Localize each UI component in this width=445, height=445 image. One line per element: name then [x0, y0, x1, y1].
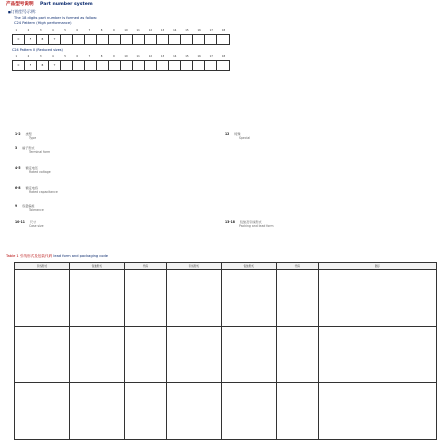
digit-box [61, 61, 73, 70]
col-header: 代码 [124, 263, 166, 270]
table-cell [221, 270, 276, 327]
pin-number: 8 [100, 55, 103, 58]
digit-box [145, 35, 157, 44]
pin-number: 10 [124, 55, 128, 58]
pin-number: 3 [39, 55, 42, 58]
digit-box [121, 61, 133, 70]
field-desc: 13-18 包装及引线形式 Packing and lead form [225, 220, 274, 228]
title-chinese: 产品型号说明 [6, 2, 34, 7]
pin-number: 14 [173, 29, 177, 32]
pin-number: 11 [136, 55, 140, 58]
digit-box [73, 61, 85, 70]
col-header: 包装形式 [69, 263, 124, 270]
table-cell [124, 326, 166, 383]
digit-box: T [49, 35, 61, 44]
digit-box [181, 61, 193, 70]
field-desc: 10-11 尺寸 Case size [15, 220, 44, 228]
digit-box: T [49, 61, 61, 70]
pin-number: 10 [124, 29, 128, 32]
pin-number: 17 [209, 29, 213, 32]
pin-number: 12 [148, 55, 153, 58]
digit-box: B [37, 61, 49, 70]
pin-number: 9 [112, 55, 115, 58]
pin-number: 13 [160, 29, 165, 32]
digit-box [157, 35, 169, 44]
digit-box [193, 35, 205, 44]
table-cell [318, 270, 436, 327]
table-cell [318, 326, 436, 383]
digit-box [157, 61, 169, 70]
table-row [15, 383, 437, 440]
pin-number: 14 [173, 55, 177, 58]
pin-number: 3 [39, 29, 42, 32]
digit-box [97, 61, 109, 70]
digit-box [217, 35, 229, 44]
digit-box [61, 35, 73, 44]
digit-box [193, 61, 205, 70]
table-cell [124, 383, 166, 440]
table-cell [166, 270, 221, 327]
digit-box [217, 61, 229, 70]
pin-number: 8 [100, 29, 103, 32]
digit-box [169, 35, 181, 44]
example-2-caption: C24 Pattern II (Reduced sizes) [12, 48, 63, 52]
digit-box [133, 35, 145, 44]
lead-form-table [14, 262, 437, 440]
title-english: Part number system [40, 2, 93, 7]
table-header-row [15, 263, 437, 270]
pin-number: 6 [76, 55, 79, 58]
col-header: 引线形式 [166, 263, 221, 270]
digit-box [85, 35, 97, 44]
digit-box: F [25, 35, 37, 44]
digit-box [169, 61, 181, 70]
order-example-label: ■ 订购型号示例： [8, 9, 39, 15]
table-title-english: lead form and packaging code [53, 254, 108, 258]
col-header: 包装形式 [221, 263, 276, 270]
table-cell [69, 270, 124, 327]
table-title-chinese: Table 1 引线形式及包装代码 [6, 254, 53, 258]
table-cell [166, 326, 221, 383]
field-desc: 6-8 额定电容 Rated capacitance [15, 186, 58, 194]
table-title [6, 254, 108, 259]
table-row [15, 270, 437, 327]
pin-number: 12 [148, 29, 153, 32]
table-cell [276, 326, 318, 383]
pin-number: 5 [64, 55, 66, 58]
table-cell [15, 383, 70, 440]
part-number-boxes-1 [12, 34, 230, 45]
field-desc: 1-2 类型 Type [15, 132, 37, 140]
intro-text [14, 16, 97, 26]
page-title [6, 1, 93, 7]
pin-number-row-1 [12, 29, 228, 32]
field-desc: 4-5 额定电压 Rated voltage [15, 166, 51, 174]
table-cell [166, 383, 221, 440]
table-cell [221, 326, 276, 383]
digit-box [145, 61, 157, 70]
intro-formed-text: The 18 digits part number is formed as follow: [14, 16, 98, 20]
pin-number: 5 [64, 29, 66, 32]
pin-number: 18 [221, 55, 226, 58]
part-number-boxes-2 [12, 60, 230, 71]
digit-box [85, 61, 97, 70]
pin-number: 15 [185, 55, 189, 58]
field-desc: 3 端子形式 Terminal form [15, 146, 51, 154]
digit-box: B [37, 35, 49, 44]
digit-box [109, 35, 121, 44]
pin-number: 4 [52, 29, 54, 32]
digit-box [73, 35, 85, 44]
pin-number: 1 [15, 55, 18, 58]
pin-number: 13 [160, 55, 165, 58]
digit-box: C [13, 35, 25, 44]
digit-box [97, 35, 109, 44]
pin-number: 9 [112, 29, 115, 32]
pin-number: 7 [88, 29, 91, 32]
table-cell [318, 383, 436, 440]
pin-number: 6 [76, 29, 79, 32]
digit-box [181, 35, 193, 44]
field-desc: 12 特殊 Special [225, 132, 251, 140]
table-cell [221, 383, 276, 440]
pin-number: 2 [27, 55, 30, 58]
col-header: 代码 [276, 263, 318, 270]
table-cell [15, 326, 70, 383]
digit-box [205, 61, 217, 70]
pin-number: 1 [15, 29, 18, 32]
example-1-caption: C24 Pattern (High performance) [14, 21, 72, 25]
digit-box: F [25, 61, 37, 70]
table-cell [69, 326, 124, 383]
pin-number-row-2 [12, 55, 228, 58]
table-cell [124, 270, 166, 327]
pin-number: 2 [27, 29, 30, 32]
pin-number: 16 [197, 55, 201, 58]
digit-box [109, 61, 121, 70]
pin-number: 17 [209, 55, 213, 58]
digit-box [205, 35, 217, 44]
table-cell [69, 383, 124, 440]
pin-number: 16 [197, 29, 201, 32]
table-row [15, 326, 437, 383]
col-header: 引线形式 [15, 263, 70, 270]
table-cell [276, 383, 318, 440]
table-cell [15, 270, 70, 327]
pin-number: 4 [52, 55, 54, 58]
pin-number: 18 [221, 29, 226, 32]
field-desc: 9 容量偏差 Tolerance [15, 204, 44, 212]
pin-number: 11 [136, 29, 140, 32]
digit-box [121, 35, 133, 44]
col-header: 图示 [318, 263, 436, 270]
digit-box: C [13, 61, 25, 70]
pin-number: 7 [88, 55, 91, 58]
digit-box [133, 61, 145, 70]
table-cell [276, 270, 318, 327]
pin-number: 15 [185, 29, 189, 32]
